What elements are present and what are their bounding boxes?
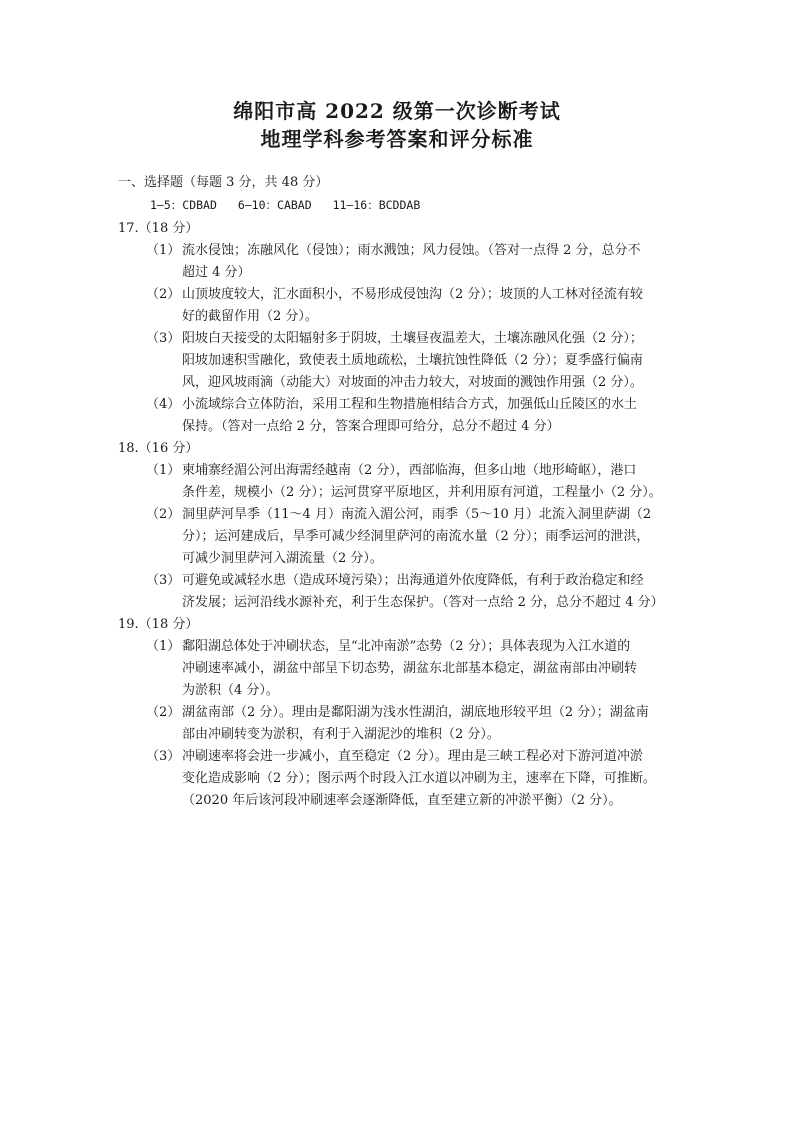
- answer-item: [118, 394, 698, 438]
- text-line: 可避免或减轻水患（造成环境污染）；出海通道外依度降低，有利于政治稳定和经: [182, 573, 644, 588]
- document-subtitle: 地理学科参考答案和评分标准: [260, 127, 534, 151]
- section-choice-heading: 一、选择题（每题 3 分，共 48 分）: [118, 175, 329, 190]
- text-line: 冲刷速率将会进一步减小，直至稳定（2 分）。理由是三峡工程必对下游河道冲淤: [182, 749, 643, 764]
- text-line: 流水侵蚀；冻融风化（侵蚀）；雨水溅蚀；风力侵蚀。（答对一点得 2 分，总分不: [182, 243, 641, 258]
- text-line: 鄱阳湖总体处于冲刷状态，呈“北冲南淤”态势（2 分）；具体表现为入江水道的: [182, 639, 631, 654]
- item-number: （3）: [146, 331, 181, 346]
- choice-answer-group: 11—16：BCDDAB: [332, 198, 421, 212]
- item-text: [182, 284, 698, 328]
- answer-item: [118, 504, 698, 570]
- text-line: 风，迎风坡雨滴（动能大）对坡面的冲击力较大，对坡面的溅蚀作用强（2 分）。: [182, 375, 643, 390]
- item-text: [182, 460, 698, 504]
- text-line: 为淤积（4 分）。: [182, 683, 279, 698]
- item-text: [182, 636, 698, 702]
- item-text: [182, 240, 698, 284]
- text-line: 柬埔寨经湄公河出海需经越南（2 分），西部临海，但多山地（地形崎岖），港口: [182, 463, 637, 478]
- text-line: 分）；运河建成后，旱季可减少经洞里萨河的南流水量（2 分）；雨季运河的泄洪，: [182, 529, 650, 544]
- answer-content: [118, 172, 698, 812]
- item-text: [182, 394, 698, 438]
- answer-item: [118, 240, 698, 284]
- item-text: [182, 702, 698, 746]
- text-line: 阳坡加速积雪融化，致使表土质地疏松，土壤抗蚀性降低（2 分）；夏季盛行偏南: [182, 353, 643, 368]
- text-line: 小流域综合立体防治，采用工程和生物措施相结合方式，加强低山丘陵区的水土: [182, 397, 638, 412]
- document-title: 绵阳市高 2022 级第一次诊断考试: [233, 99, 561, 123]
- question-18-heading: 18.（16 分）: [118, 441, 199, 456]
- answer-item: [118, 328, 698, 394]
- text-line: 部由冲刷转变为淤积，有利于入湖泥沙的堆积（2 分）。: [182, 727, 500, 742]
- question-17-heading: 17.（18 分）: [118, 221, 199, 236]
- answer-item: [118, 460, 698, 504]
- item-number: （1）: [146, 463, 181, 478]
- item-text: [182, 746, 698, 812]
- item-number: （1）: [146, 639, 181, 654]
- text-line: 超过 4 分）: [182, 265, 251, 280]
- text-line: 山顶坡度较大，汇水面积小，不易形成侵蚀沟（2 分）；坡顶的人工林对径流有较: [182, 287, 643, 302]
- item-number: （2）: [146, 705, 181, 720]
- answer-item: [118, 570, 698, 614]
- item-text: [182, 570, 698, 614]
- answer-item: [118, 746, 698, 812]
- item-number: （3）: [146, 749, 181, 764]
- item-number: （1）: [146, 243, 181, 258]
- text-line: 阳坡白天接受的太阳辐射多于阴坡，土壤昼夜温差大，土壤冻融风化强（2 分）；: [182, 331, 643, 346]
- item-text: [182, 328, 698, 394]
- text-line: 洞里萨河旱季（11～4 月）南流入湄公河，雨季（5～10 月）北流入洞里萨湖（2: [182, 507, 652, 522]
- item-text: [182, 504, 698, 570]
- text-line: 冲刷速率减小，湖盆中部呈下切态势，湖盆东北部基本稳定，湖盆南部由冲刷转: [182, 661, 638, 676]
- choice-answer-group: 6—10：CABAD: [237, 198, 312, 212]
- text-line: 保持。（答对一点给 2 分，答案合理即可给分，总分不超过 4 分）: [182, 419, 560, 434]
- text-line: 变化造成影响（2 分）；图示两个时段入江水道以冲刷为主，速率在下降，可推断。: [182, 771, 656, 786]
- question-19-heading: 19.（18 分）: [118, 617, 199, 632]
- text-line: 湖盆南部（2 分）。理由是鄱阳湖为浅水性湖泊，湖底地形较平坦（2 分）；湖盆南: [182, 705, 649, 720]
- answer-item: [118, 284, 698, 328]
- answer-item: [118, 636, 698, 702]
- text-line: 济发展；运河沿线水源补充，利于生态保护。（答对一点给 2 分，总分不超过 4 分）: [182, 595, 664, 610]
- text-line: 可减少洞里萨河入湖流量（2 分）。: [182, 551, 383, 566]
- item-number: （4）: [146, 397, 181, 412]
- item-number: （3）: [146, 573, 181, 588]
- choice-answers: [118, 194, 698, 216]
- text-line: 条件差，规模小（2 分）；运河贯穿平原地区，并利用原有河道，工程量小（2 分）。: [182, 485, 662, 500]
- item-number: （2）: [146, 507, 181, 522]
- item-number: （2）: [146, 287, 181, 302]
- answer-item: [118, 702, 698, 746]
- text-line: （2020 年后该河段冲刷速率会逐渐降低，直至建立新的冲淤平衡）（2 分）。: [182, 793, 622, 808]
- choice-answer-group: 1—5：CDBAD: [150, 198, 217, 212]
- text-line: 好的截留作用（2 分）。: [182, 309, 318, 324]
